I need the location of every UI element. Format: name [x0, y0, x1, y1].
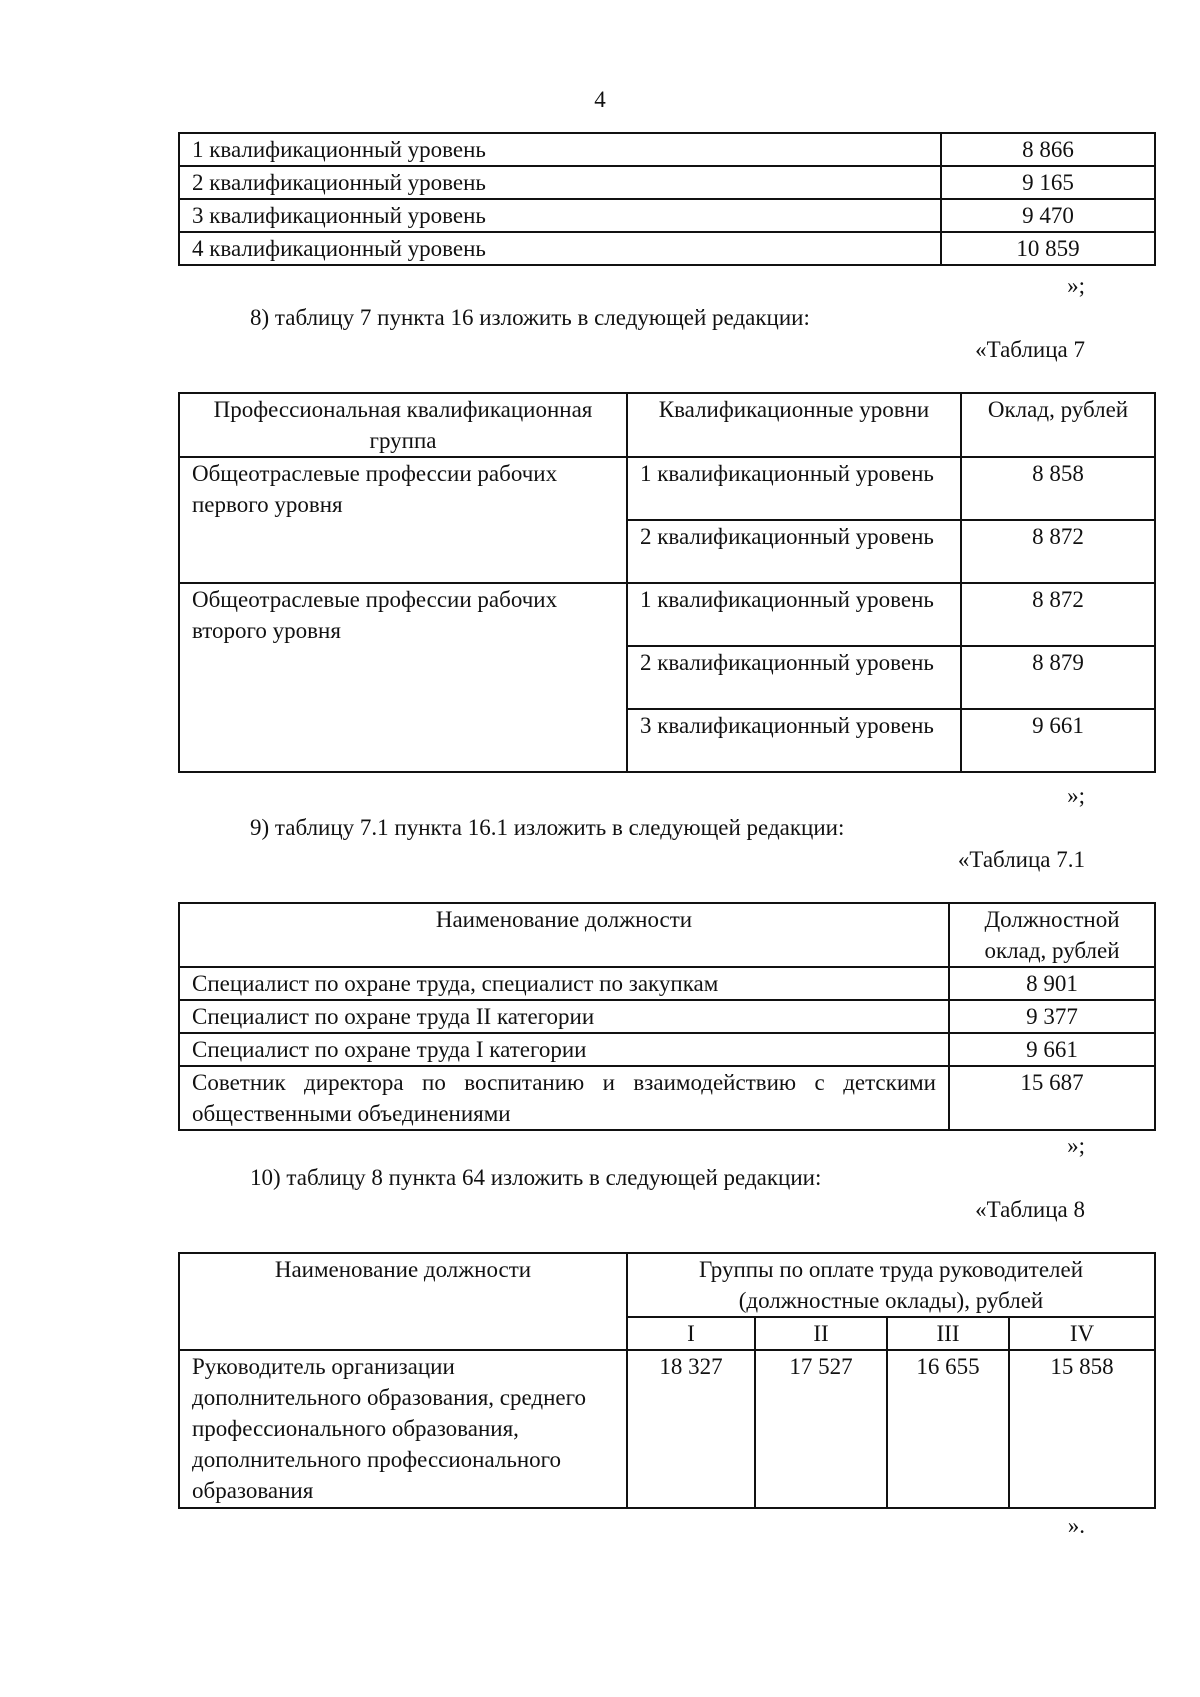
value-cell: 10 859: [941, 232, 1155, 265]
salary-cell: 8 901: [949, 967, 1155, 1000]
table-row: [179, 457, 1155, 520]
table-7: [178, 392, 1156, 773]
value-cell: 9 470: [941, 199, 1155, 232]
position-cell: Специалист по охране труда II категории: [179, 1000, 949, 1033]
item9-text: 9) таблицу 7.1 пункта 16.1 изложить в следующей редакции:: [250, 815, 845, 840]
page-number: 4: [594, 87, 606, 112]
salary-cell: 9 661: [961, 709, 1155, 772]
position-cell: Советник директора по воспитанию и взаимодействию с детскими общественными объединениями: [179, 1066, 949, 1130]
level-cell: 4 квалификационный уровень: [179, 232, 941, 265]
salary-cell: 15 858: [1009, 1350, 1155, 1508]
salary-cell: 15 687: [949, 1066, 1155, 1130]
table-header-row: [179, 903, 1155, 967]
header-salary: Должностной оклад, рублей: [949, 903, 1155, 967]
salary-cell: 8 872: [961, 583, 1155, 646]
item8-text: 8) таблицу 7 пункта 16 изложить в следующей редакции:: [250, 305, 810, 330]
salary-cell: 8 879: [961, 646, 1155, 709]
table-header-row: [179, 393, 1155, 457]
level-cell: 3 квалификационный уровень: [627, 709, 961, 772]
final-close-quote: ».: [1067, 1513, 1085, 1538]
table-8: [178, 1252, 1156, 1509]
item9-caption: «Таблица 7.1: [957, 847, 1085, 872]
item10-caption: «Таблица 8: [975, 1197, 1085, 1222]
header-levels: Квалификационные уровни: [627, 393, 961, 457]
table-row: [179, 583, 1155, 646]
table-prev: [178, 132, 1156, 266]
item10-text: 10) таблицу 8 пункта 64 изложить в следующей редакции:: [250, 1165, 822, 1190]
table-row: [179, 1066, 1155, 1130]
group-i: I: [627, 1317, 755, 1350]
table-row: [179, 232, 1155, 265]
close-quote: »;: [1067, 273, 1085, 298]
header-groups: Группы по оплате труда руководителей (должностные оклады), рублей: [627, 1253, 1155, 1317]
salary-cell: 8 872: [961, 520, 1155, 583]
close-quote: »;: [1067, 783, 1085, 808]
level-cell: 2 квалификационный уровень: [179, 166, 941, 199]
header-salary: Оклад, рублей: [961, 393, 1155, 457]
table-row: [179, 166, 1155, 199]
level-cell: 1 квалификационный уровень: [627, 583, 961, 646]
table-row: [179, 199, 1155, 232]
group-ii: II: [755, 1317, 887, 1350]
header-position: Наименование должности: [179, 903, 949, 967]
table-row: [179, 1033, 1155, 1066]
salary-cell: 9 661: [949, 1033, 1155, 1066]
salary-cell: 8 858: [961, 457, 1155, 520]
table-row: [179, 1000, 1155, 1033]
level-cell: 2 квалификационный уровень: [627, 520, 961, 583]
salary-cell: 17 527: [755, 1350, 887, 1508]
header-position: Наименование должности: [179, 1253, 627, 1350]
salary-cell: 16 655: [887, 1350, 1009, 1508]
group-iv: IV: [1009, 1317, 1155, 1350]
table-row: [179, 133, 1155, 166]
level-cell: 3 квалификационный уровень: [179, 199, 941, 232]
table-row: [179, 967, 1155, 1000]
position-cell: Специалист по охране труда, специалист по закупкам: [179, 967, 949, 1000]
group-name: Общеотраслевые профессии рабочих первого уровня: [179, 457, 627, 583]
salary-cell: 9 377: [949, 1000, 1155, 1033]
salary-cell: 18 327: [627, 1350, 755, 1508]
position-cell: Руководитель организации дополнительного образования, среднего профессионального образования, дополнительного профессионального образования: [179, 1350, 627, 1508]
position-cell: Специалист по охране труда I категории: [179, 1033, 949, 1066]
close-quote: »;: [1067, 1133, 1085, 1158]
group-iii: III: [887, 1317, 1009, 1350]
value-cell: 9 165: [941, 166, 1155, 199]
header-group: Профессиональная квалификационная группа: [179, 393, 627, 457]
group-name: Общеотраслевые профессии рабочих второго уровня: [179, 583, 627, 772]
table-row: [179, 1350, 1155, 1508]
level-cell: 2 квалификационный уровень: [627, 646, 961, 709]
level-cell: 1 квалификационный уровень: [179, 133, 941, 166]
value-cell: 8 866: [941, 133, 1155, 166]
item8-caption: «Таблица 7: [975, 337, 1085, 362]
table-header-row: [179, 1253, 1155, 1317]
table-7-1: [178, 902, 1156, 1131]
level-cell: 1 квалификационный уровень: [627, 457, 961, 520]
